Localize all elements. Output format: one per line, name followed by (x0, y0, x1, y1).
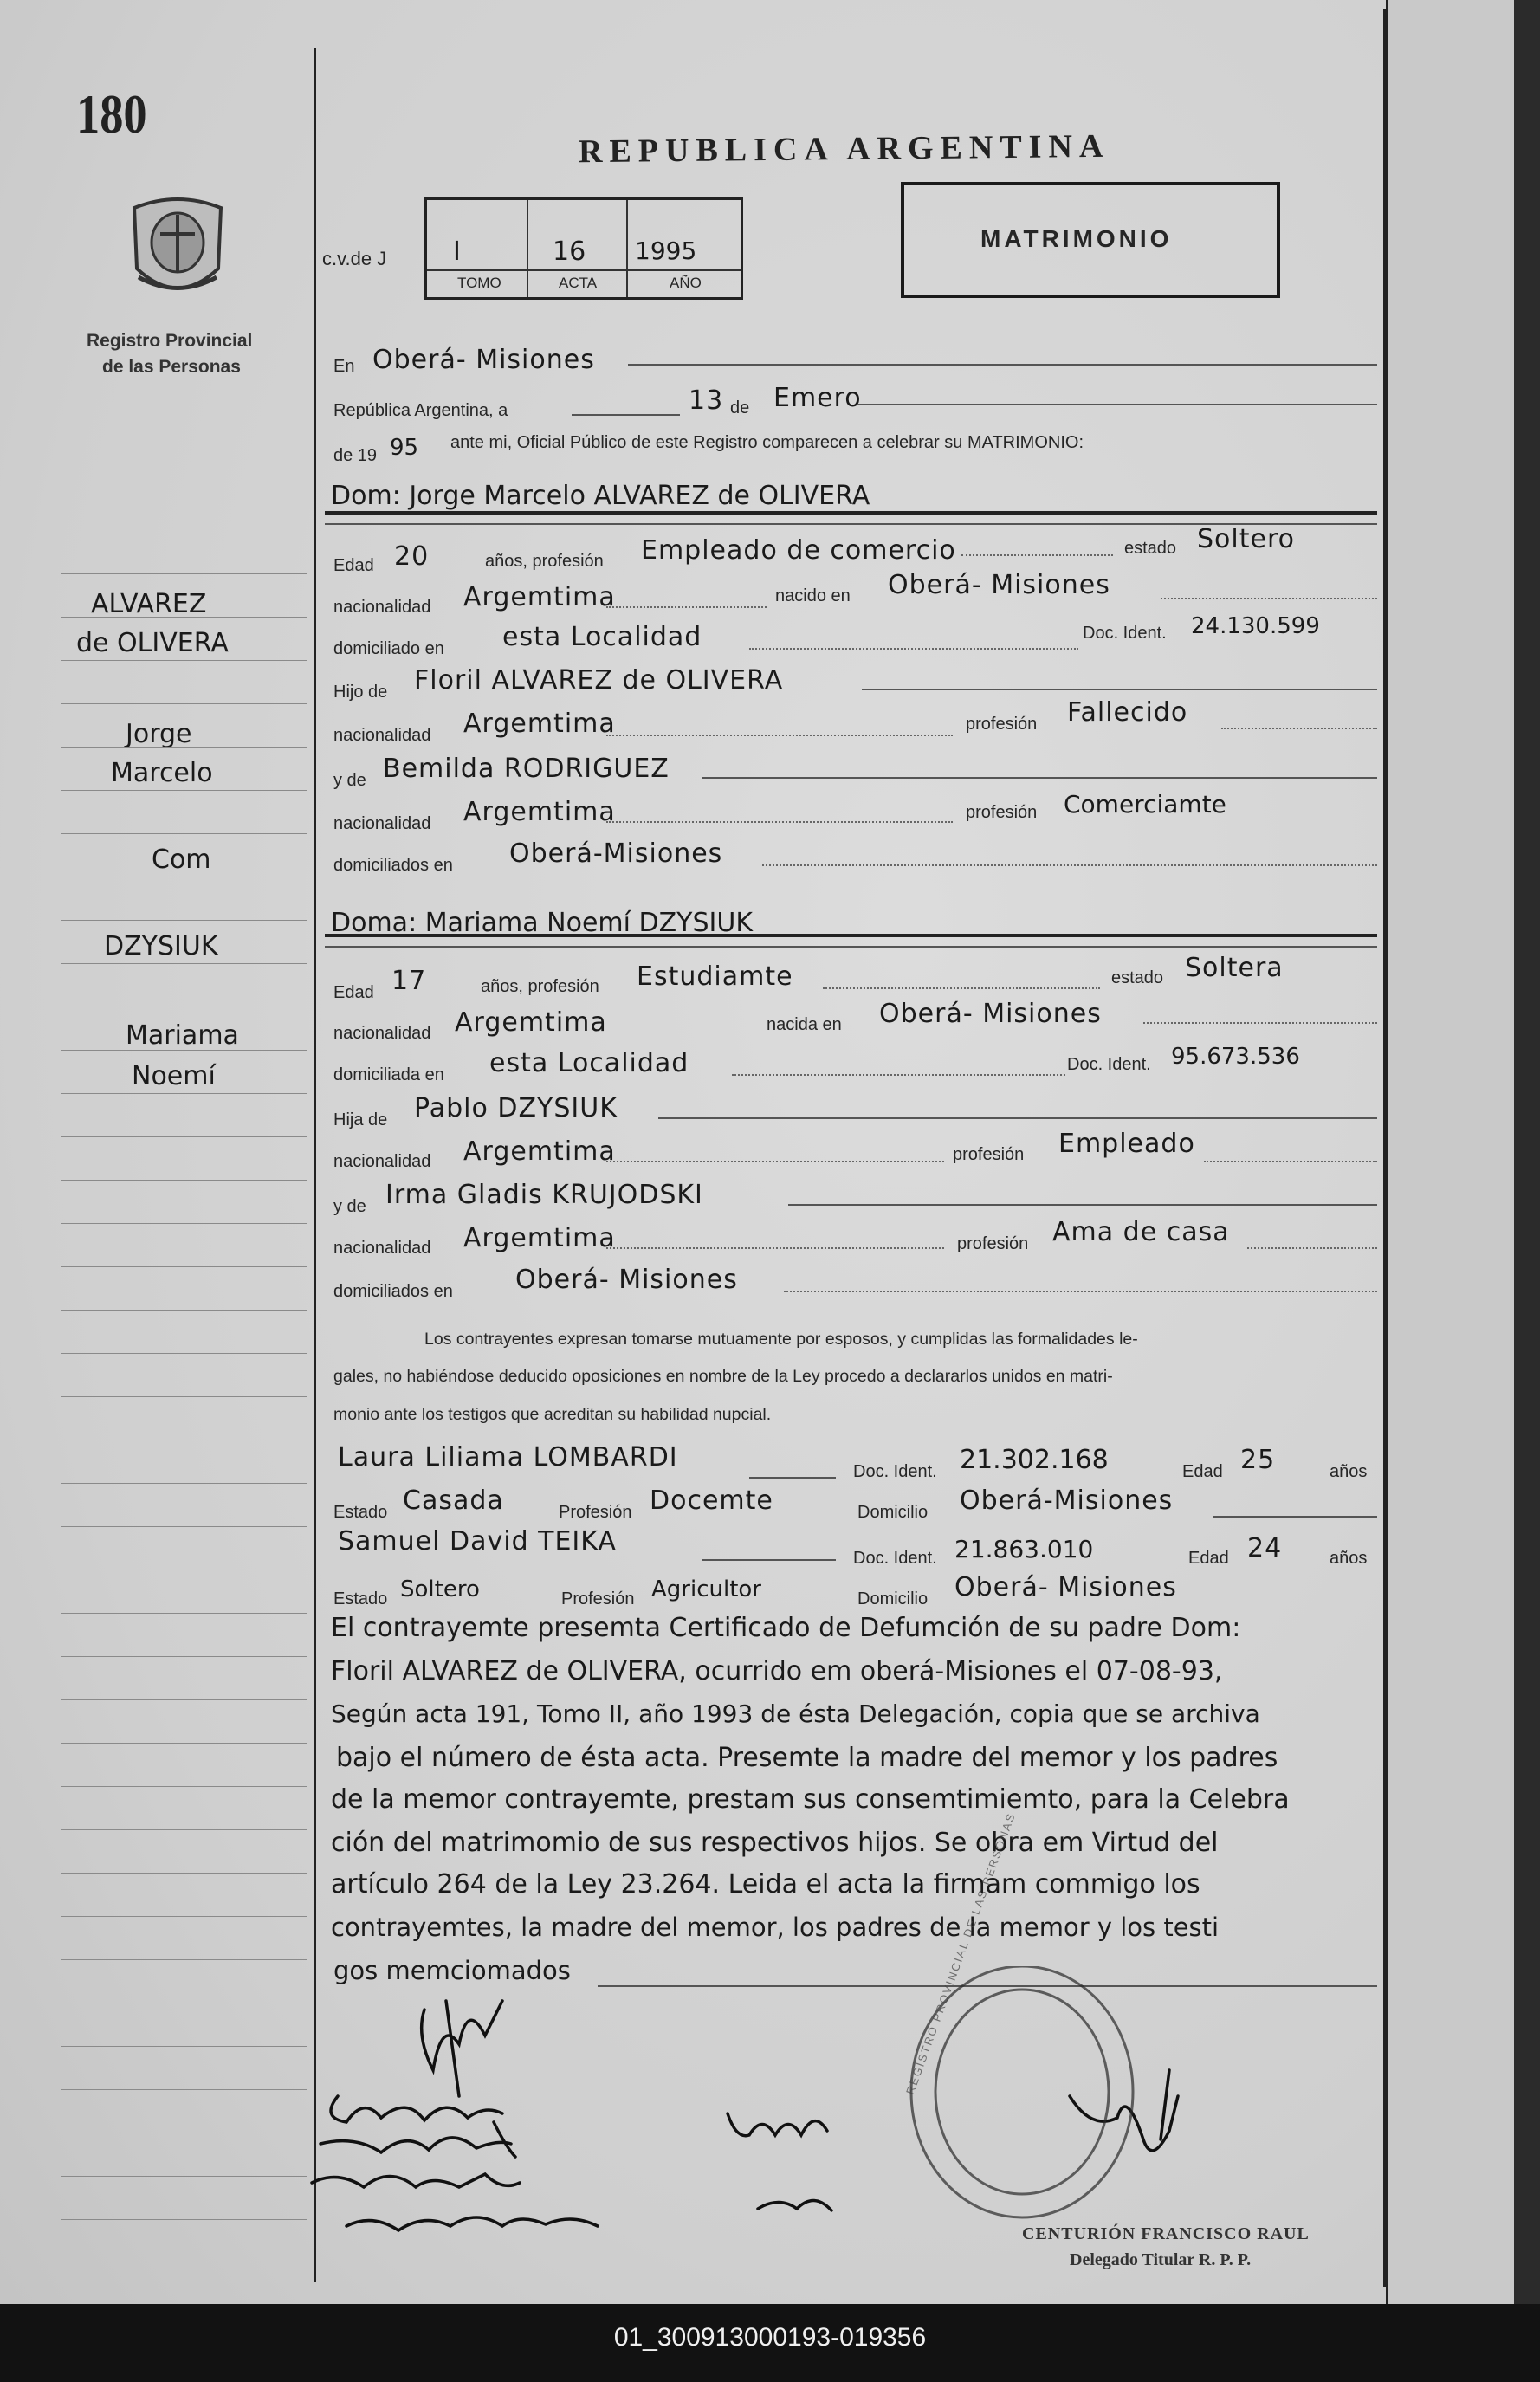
groom-madre-prof: Comerciamte (1064, 790, 1226, 819)
bride-padre-prof-label: profesión (953, 1145, 1025, 1164)
groom-edad: 20 (394, 541, 430, 572)
groom-doc: 24.130.599 (1191, 613, 1320, 639)
groom-padre-prof-label: profesión (966, 715, 1038, 734)
bride-hija-label: Hija de (333, 1110, 388, 1130)
witness2-estado: Soltero (400, 1576, 480, 1602)
bride-estado-label: estado (1111, 968, 1164, 987)
notes-line-5: de la memor contrayemte, prestam sus consemtimiemto, para la Celebra (331, 1784, 1290, 1815)
bride-nac-label: nacionalidad (333, 1024, 431, 1043)
notes-line-6: ción del matrimomio de sus respectivos hijos. Se obra em Virtud del (331, 1828, 1219, 1858)
en-label: En (333, 357, 355, 376)
witness2-dom: Oberá- Misiones (954, 1572, 1177, 1602)
register-prefix: c.v.de J (322, 248, 387, 269)
groom-padre: Floril ALVAREZ de OLIVERA (414, 665, 784, 696)
bride-doc: 95.673.536 (1171, 1044, 1300, 1070)
groom-anos-label: años, profesión (485, 552, 604, 571)
bride-padre: Pablo DZYSIUK (414, 1093, 618, 1123)
margin-surname1-line2: de OLIVERA (76, 628, 229, 658)
bride-yde-label: y de (333, 1197, 366, 1216)
acta-label: ACTA (559, 275, 598, 291)
margin-surname2: DZYSIUK (104, 931, 218, 961)
groom-madre-nac: Argemtima (463, 797, 616, 827)
bride-domis: Oberá- Misiones (515, 1265, 738, 1295)
document-title: REPUBLICA ARGENTINA (578, 127, 1110, 171)
witness1-estado-label: Estado (333, 1503, 388, 1522)
bride-edad: 17 (391, 966, 427, 996)
matrimonio-title: MATRIMONIO (980, 225, 1173, 252)
witness2-edad: 24 (1247, 1533, 1283, 1563)
groom-padre-prof: Fallecido (1067, 697, 1188, 728)
groom-nac-label: nacionalidad (333, 598, 431, 617)
witness2-name: Samuel David TEIKA (338, 1526, 617, 1557)
bride-name: Doma: Mariama Noemí DZYSIUK (331, 908, 754, 938)
groom-edad-label: Edad (333, 556, 374, 575)
groom-domis-label: domiciliados en (333, 856, 453, 875)
left-column-rule (314, 48, 316, 2282)
bride-padre-nac-label: nacionalidad (333, 1152, 431, 1171)
declaration-line3: monio ante los testigos que acreditan su habilidad nupcial. (333, 1405, 772, 1424)
groom-estado: Soltero (1197, 524, 1295, 554)
witness1-dom: Oberá-Misiones (960, 1486, 1174, 1516)
intro-month: Emero (773, 383, 862, 413)
page-number: 180 (76, 83, 147, 145)
groom-name: Dom: Jorge Marcelo ALVAREZ de OLIVERA (331, 481, 870, 511)
intro-day: 13 (689, 385, 724, 416)
bride-domicilio: esta Localidad (489, 1048, 689, 1078)
witness2-estado-label: Estado (333, 1589, 388, 1608)
bride-madre: Irma Gladis KRUJODSKI (385, 1180, 703, 1210)
witness1-edad: 25 (1240, 1445, 1276, 1475)
groom-hijo-label: Hijo de (333, 683, 388, 702)
binding-edge (1386, 0, 1514, 2304)
notes-line-7: artículo 264 de la Ley 23.264. Leida el acta la firmam commigo los (331, 1869, 1200, 1900)
tomo-label: TOMO (457, 275, 501, 291)
groom-doc-label: Doc. Ident. (1083, 624, 1167, 643)
groom-nacido: Oberá- Misiones (888, 570, 1110, 600)
coat-of-arms-emblem (121, 191, 234, 312)
groom-madre: Bemilda RODRIGUEZ (383, 754, 670, 784)
witness1-dom-label: Domicilio (857, 1503, 929, 1522)
witness2-doc: 21.863.010 (954, 1535, 1094, 1563)
groom-domis: Oberá-Misiones (509, 838, 723, 869)
witness2-prof-label: Profesión (561, 1589, 635, 1608)
groom-madre-nac-label: nacionalidad (333, 814, 431, 833)
groom-nacido-label: nacido en (775, 586, 851, 605)
witness2-doc-label: Doc. Ident. (853, 1549, 937, 1568)
groom-dom-label: domiciliado en (333, 639, 444, 658)
declaration-line1: Los contrayentes expresan tomarse mutuamente por esposos, y cumplidas las formalidades le- (424, 1330, 1138, 1349)
ano-value: 1995 (635, 236, 697, 265)
bride-edad-label: Edad (333, 983, 374, 1002)
notes-line-3: Según acta 191, Tomo II, año 1993 de ésta Delegación, copia que se archiva (331, 1699, 1260, 1728)
notes-line-8: contrayemtes, la madre del memor, los padres de la memor y los testi (331, 1913, 1220, 1942)
witness1-prof: Docemte (650, 1486, 773, 1516)
bride-madre-nac-label: nacionalidad (333, 1239, 431, 1258)
witness2-dom-label: Domicilio (857, 1589, 929, 1608)
witness1-anos-label: años (1330, 1462, 1368, 1481)
margin-given1-line2: Marcelo (111, 758, 213, 788)
bride-madre-prof-label: profesión (957, 1234, 1029, 1253)
de-label: de (730, 398, 750, 417)
year-suffix: 95 (390, 435, 419, 461)
notes-line-1: El contrayemte presemta Certificado de Defumción de su padre Dom: (331, 1613, 1241, 1643)
witness1-name: Laura Liliama LOMBARDI (338, 1442, 678, 1473)
bride-padre-nac: Argemtima (463, 1136, 616, 1167)
footer-id: 01_300913000193-019356 (613, 2323, 927, 2352)
tomo-value: I (453, 236, 461, 267)
footer-bar (0, 2304, 1540, 2382)
stamp-text: REGISTRO PROVINCIAL DE LAS PERSONAS (903, 1810, 1019, 2097)
registry-name-line2: de las Personas (102, 357, 241, 377)
bride-madre-nac: Argemtima (463, 1223, 616, 1253)
official-title: Delegado Titular R. P. P. (1070, 2250, 1252, 2269)
witness1-doc: 21.302.168 (960, 1445, 1109, 1475)
bride-domis-label: domiciliados en (333, 1282, 453, 1301)
margin-given1-line1: Jorge (126, 719, 192, 749)
notes-line-4: bajo el número de ésta acta. Presemte la madre del memor y los padres (336, 1743, 1278, 1773)
groom-yde-label: y de (333, 771, 366, 790)
witness1-doc-label: Doc. Ident. (853, 1462, 937, 1481)
groom-padre-nac: Argemtima (463, 709, 616, 739)
bride-nacida: Oberá- Misiones (879, 999, 1102, 1029)
witness1-estado: Casada (403, 1486, 504, 1516)
witness2-edad-label: Edad (1188, 1549, 1229, 1568)
groom-nacionalidad: Argemtima (463, 582, 616, 612)
notes-line-9: gos memciomados (333, 1956, 571, 1985)
notes-line-2: Floril ALVAREZ de OLIVERA, ocurrido em oberá-Misiones el 07-08-93, (331, 1656, 1223, 1686)
margin-given2-line2: Noemí (132, 1061, 216, 1091)
groom-estado-label: estado (1124, 539, 1177, 558)
bride-dom-label: domiciliada en (333, 1065, 444, 1084)
margin-given2-line1: Mariama (126, 1020, 239, 1051)
intro-text: ante mi, Oficial Público de este Registro comparecen a celebrar su MATRIMONIO: (450, 433, 1084, 452)
bride-anos-label: años, profesión (481, 977, 599, 996)
registry-name-line1: Registro Provincial (87, 331, 253, 351)
bride-padre-prof: Empleado (1058, 1129, 1195, 1159)
groom-madre-prof-label: profesión (966, 803, 1038, 822)
groom-domicilio: esta Localidad (502, 622, 702, 652)
republica-label: República Argentina, a (333, 401, 508, 420)
year-prefix: de 19 (333, 446, 378, 465)
ano-label: AÑO (670, 275, 702, 291)
groom-padre-nac-label: nacionalidad (333, 726, 431, 745)
acta-value: 16 (553, 236, 586, 267)
declaration-line2: gales, no habiéndose deducido oposiciones en nombre de la Ley procedo a declararlos unidos en matri- (333, 1367, 1113, 1386)
margin-surname1-line1: ALVAREZ (91, 589, 207, 619)
bride-madre-prof: Ama de casa (1052, 1217, 1230, 1247)
intro-place: Oberá- Misiones (372, 345, 595, 375)
bride-nacionalidad: Argemtima (455, 1007, 607, 1038)
witness2-prof: Agricultor (651, 1576, 761, 1602)
witness1-prof-label: Profesión (559, 1503, 632, 1522)
matrimonio-box (901, 182, 1280, 298)
bride-nacida-label: nacida en (767, 1015, 842, 1034)
tomo-acta-ano-box (424, 197, 743, 300)
bride-doc-label: Doc. Ident. (1067, 1055, 1151, 1074)
witness2-anos-label: años (1330, 1549, 1368, 1568)
witness1-edad-label: Edad (1182, 1462, 1223, 1481)
bride-estado: Soltera (1185, 953, 1284, 983)
official-name: CENTURIÓN FRANCISCO RAUL (1022, 2224, 1310, 2243)
margin-con: Com (152, 845, 211, 875)
groom-profesion: Empleado de comercio (641, 535, 956, 566)
bride-profesion: Estudiamte (637, 961, 793, 992)
